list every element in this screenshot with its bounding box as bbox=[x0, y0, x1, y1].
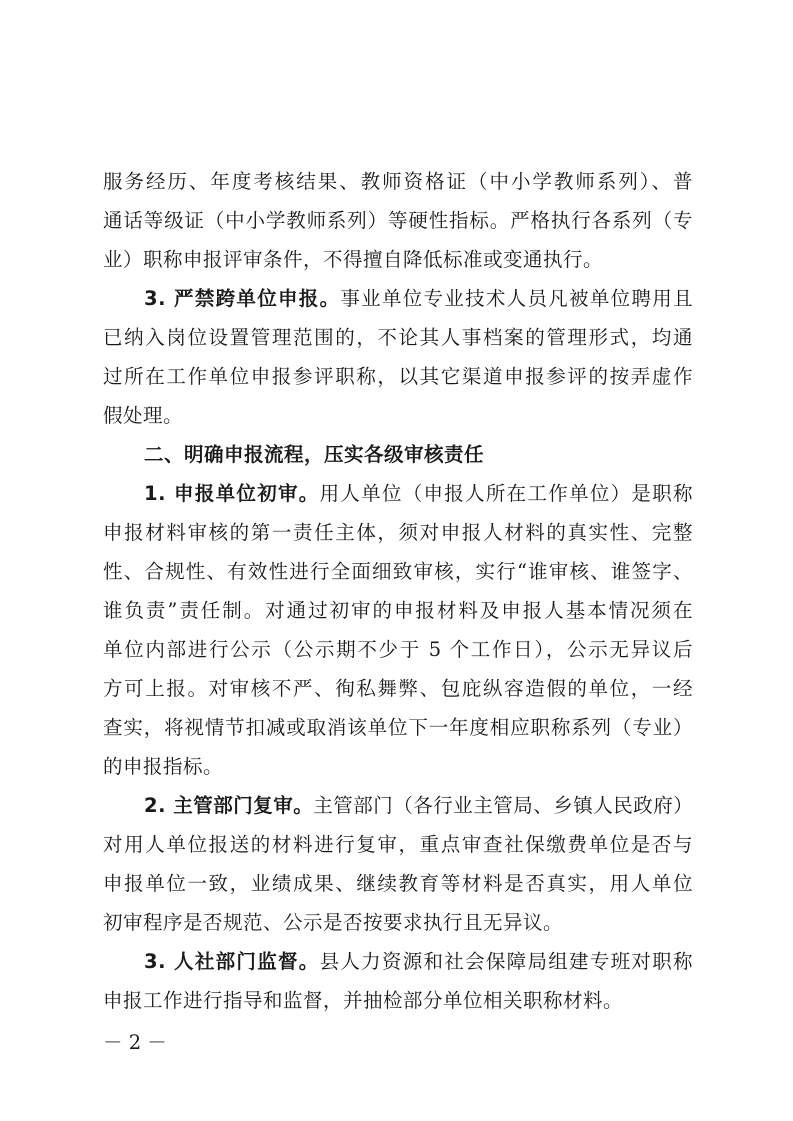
body-line bbox=[144, 786, 693, 826]
body-line: 申报材料审核的第一责任主体，须对申报人材料的真实性、完整 bbox=[103, 521, 693, 544]
body-line: 业）职称申报评审条件，不得擅自降低标准或变通执行。 bbox=[103, 248, 604, 271]
body-line: 性、合规性、有效性进行全面细致审核，实行“谁审核、谁签字、 bbox=[103, 560, 693, 583]
body-text: 事业单位专业技术人员凡被单位聘用且 bbox=[340, 287, 693, 310]
body-line: 初审程序是否规范、公示是否按要求执行且无异议。 bbox=[103, 911, 564, 934]
body-line: 服务经历、年度考核结果、教师资格证（中小学教师系列）、普 bbox=[103, 170, 693, 193]
body-line: 假处理。 bbox=[103, 404, 184, 427]
body-line: 申报单位一致，业绩成果、继续教育等材料是否真实，用人单位 bbox=[103, 872, 693, 895]
body-line bbox=[144, 942, 693, 982]
body-line: 申报工作进行指导和监督，并抽检部分单位相关职称材料。 bbox=[103, 989, 624, 1012]
page-number: － 2 － bbox=[103, 1031, 167, 1054]
item-lead: 2. 主管部门复审。 bbox=[144, 794, 314, 817]
body-line: 单位内部进行公示（公示期不少于 5 个工作日），公示无异议后 bbox=[103, 638, 693, 661]
item-lead: 3. 严禁跨单位申报。 bbox=[144, 287, 341, 310]
item-lead: 1. 申报单位初审。 bbox=[144, 482, 320, 505]
body-line: 通话等级证（中小学教师系列）等硬性指标。严格执行各系列（专 bbox=[103, 209, 693, 232]
body-line: 查实，将视情节扣减或取消该单位下一年度相应职称系列（专业） bbox=[103, 716, 693, 739]
body-line: 谁负责”责任制。对通过初审的申报材料及申报人基本情况须在 bbox=[103, 599, 693, 622]
body-line: 的申报指标。 bbox=[103, 755, 224, 778]
section-heading: 二、明确申报流程，压实各级审核责任 bbox=[144, 443, 485, 466]
body-text: 主管部门（各行业主管局、乡镇人民政府） bbox=[313, 794, 694, 817]
item-lead: 3. 人社部门监督。 bbox=[144, 950, 320, 973]
body-line bbox=[144, 279, 693, 319]
body-text: 县人力资源和社会保障局组建专班对职称 bbox=[319, 950, 693, 973]
body-line: 过所在工作单位申报参评职称，以其它渠道申报参评的按弄虚作 bbox=[103, 365, 693, 388]
body-line: 方可上报。对审核不严、徇私舞弊、包庇纵容造假的单位，一经 bbox=[103, 677, 693, 700]
body-line bbox=[144, 474, 693, 514]
body-line: 对用人单位报送的材料进行复审，重点审查社保缴费单位是否与 bbox=[103, 833, 693, 856]
body-text: 用人单位（申报人所在工作单位）是职称 bbox=[319, 482, 693, 505]
body-line: 已纳入岗位设置管理范围的，不论其人事档案的管理形式，均通 bbox=[103, 326, 693, 349]
